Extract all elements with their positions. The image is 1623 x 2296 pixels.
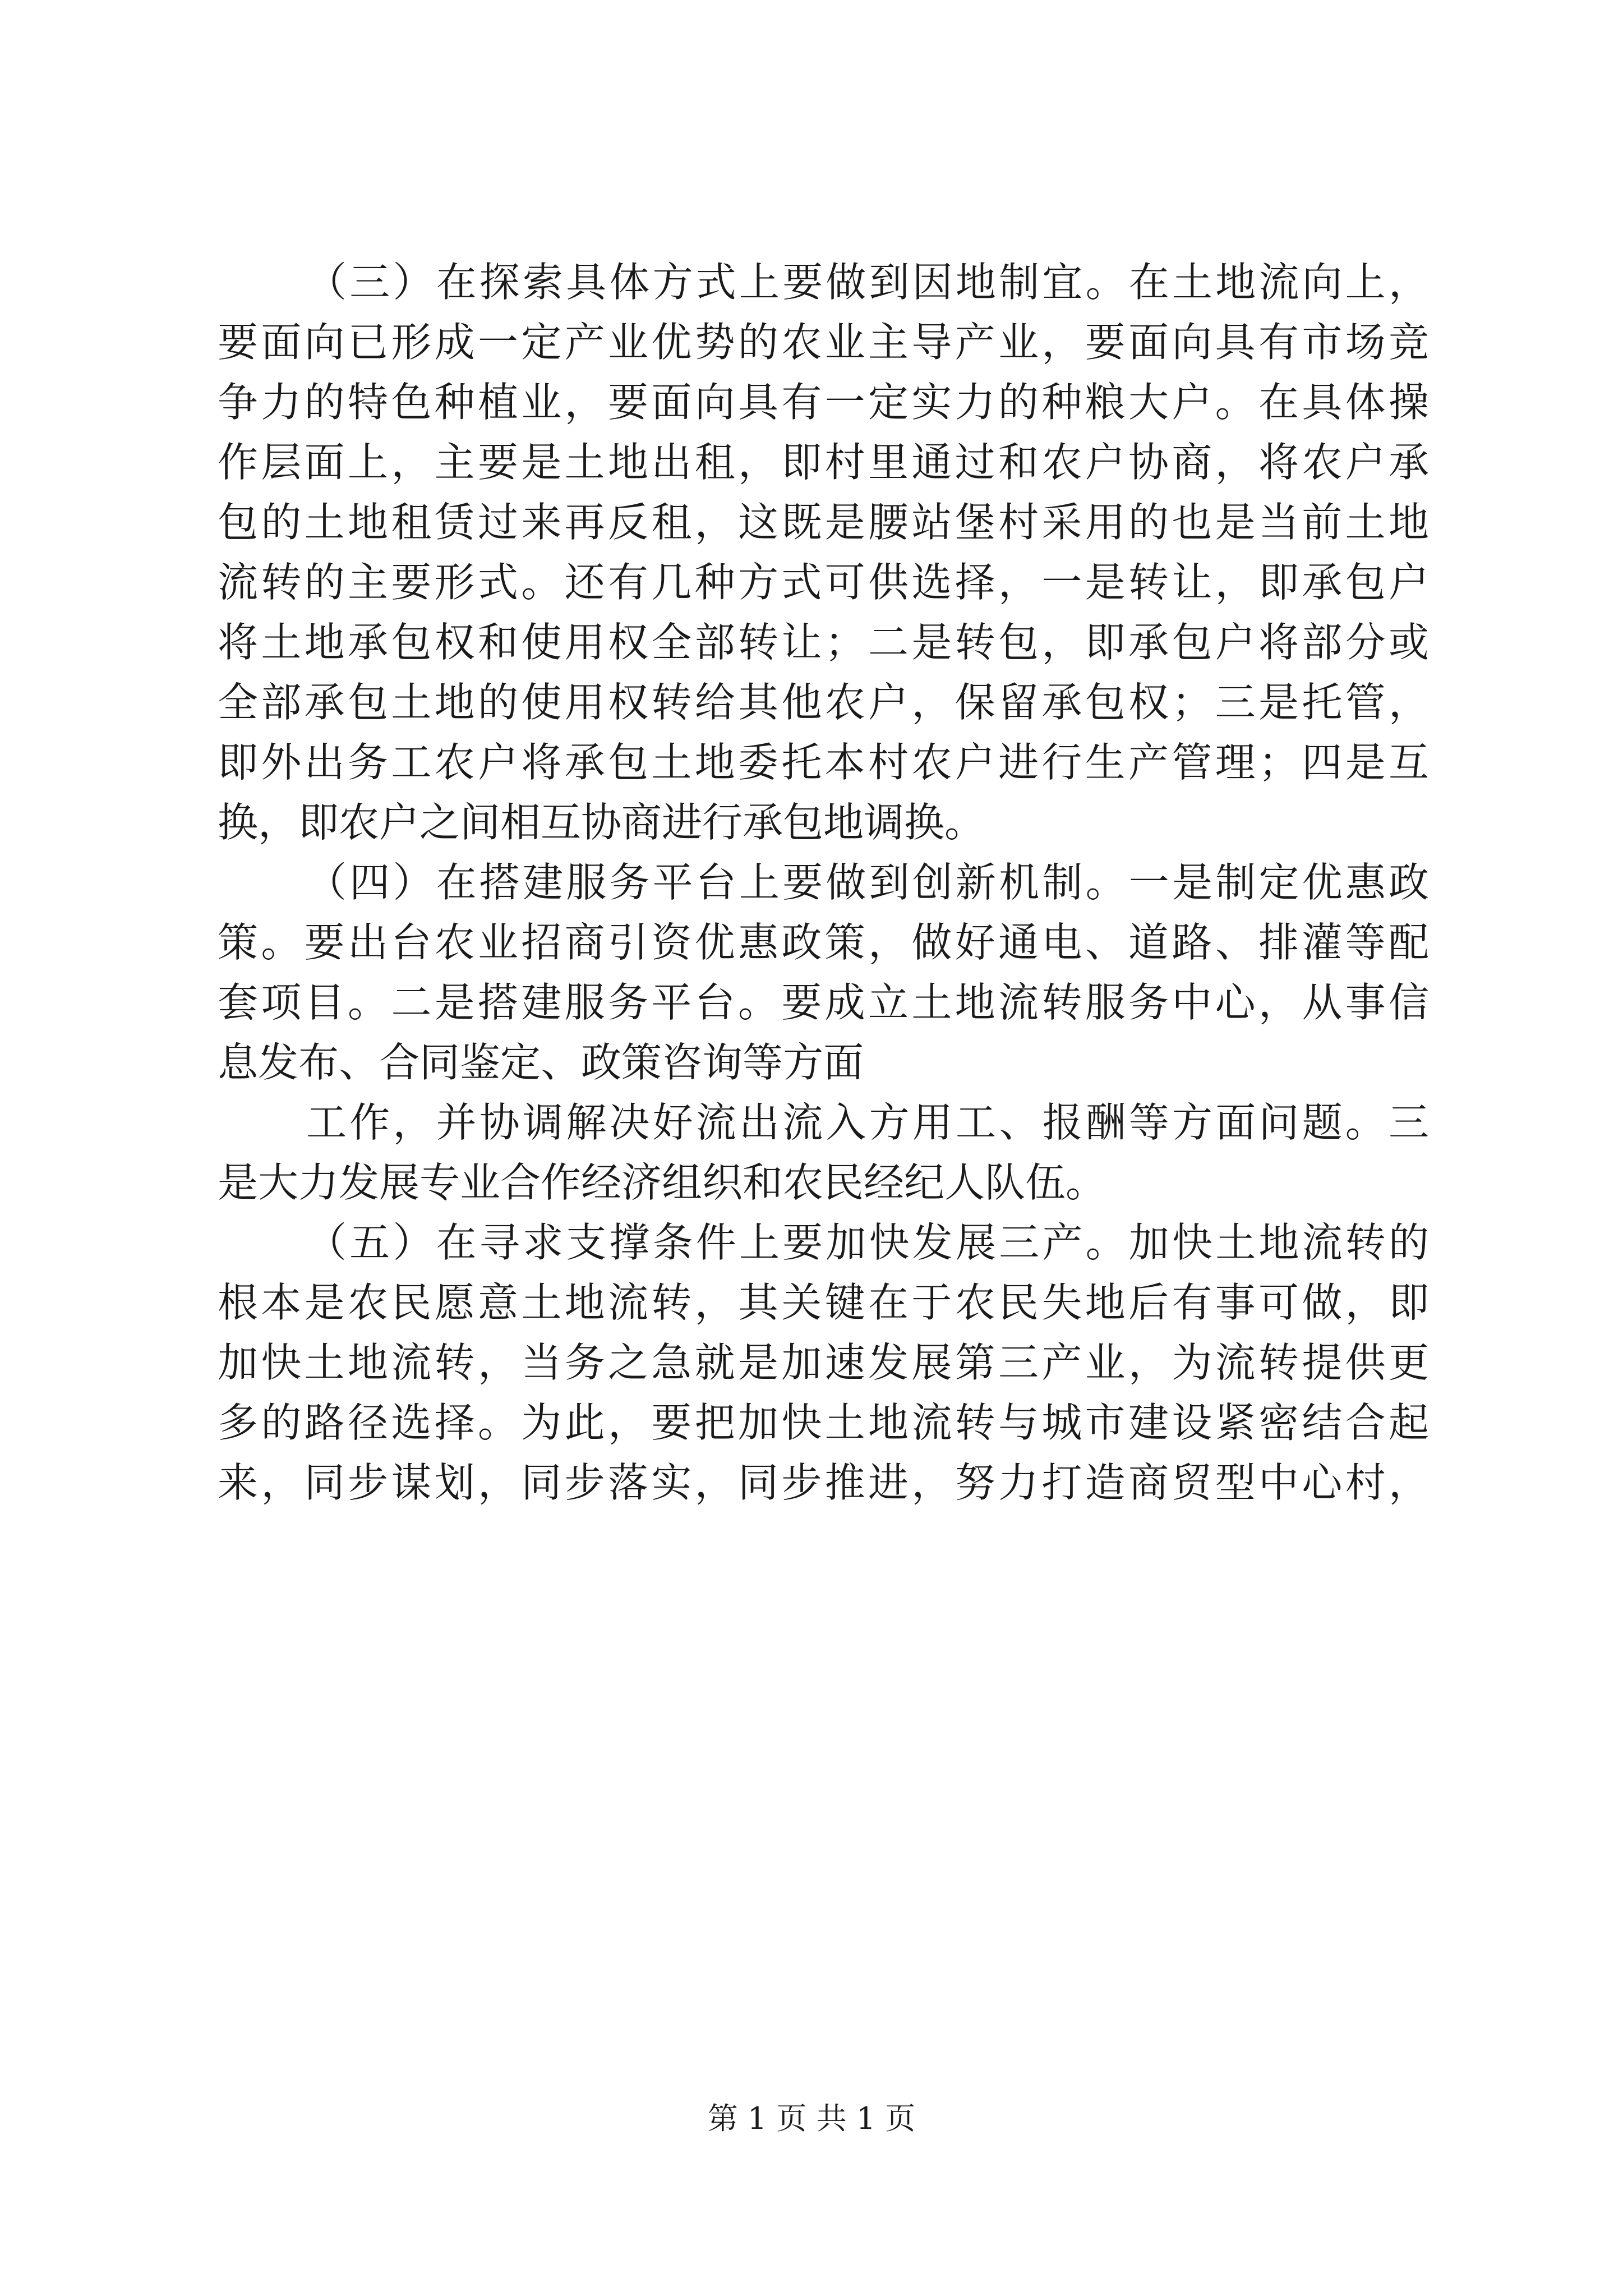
text-line: 工作，并协调解决好流出流入方用工、报酬等方面问题。三 <box>306 1099 1429 1146</box>
text-line: （四）在搭建服务平台上要做到创新机制。一是制定优惠政 <box>306 859 1429 906</box>
text-line: 将土地承包权和使用权全部转让；二是转包，即承包户将部分或 <box>218 619 1429 666</box>
text-line: （三）在探索具体方式上要做到因地制宜。在土地流向上， <box>306 259 1429 306</box>
text-line: 作层面上，主要是土地出租，即村里通过和农户协商，将农户承 <box>218 439 1429 486</box>
text-line: 来，同步谋划，同步落实，同步推进，努力打造商贸型中心村， <box>218 1459 1429 1506</box>
text-line: 要面向已形成一定产业优势的农业主导产业，要面向具有市场竞 <box>218 319 1429 366</box>
paragraph-3 <box>218 252 1429 853</box>
text-line: （五）在寻求支撑条件上要加快发展三产。加快土地流转的 <box>306 1219 1429 1266</box>
text-line: 争力的特色种植业，要面向具有一定实力的种粮大户。在具体操 <box>218 379 1429 426</box>
text-line: 策。要出台农业招商引资优惠政策，做好通电、道路、排灌等配 <box>218 919 1429 966</box>
document-body <box>218 252 1429 1513</box>
text-line: 流转的主要形式。还有几种方式可供选择，一是转让，即承包户 <box>218 559 1429 606</box>
text-line: 多的路径选择。为此，要把加快土地流转与城市建设紧密结合起 <box>218 1399 1429 1446</box>
text-line: 息发布、合同鉴定、政策咨询等方面 <box>218 1039 864 1086</box>
page-number-footer: 第 1 页 共 1 页 <box>707 2101 916 2136</box>
paragraph-4 <box>218 853 1429 1093</box>
text-line: 是大力发展专业合作经济组织和农民经纪人队伍。 <box>218 1159 1106 1206</box>
paragraph-5 <box>218 1213 1429 1513</box>
text-line: 套项目。二是搭建服务平台。要成立土地流转服务中心，从事信 <box>218 979 1429 1026</box>
text-line: 全部承包土地的使用权转给其他农户，保留承包权；三是托管， <box>218 679 1429 726</box>
text-line: 换，即农户之间相互协商进行承包地调换。 <box>218 799 985 846</box>
text-line: 包的土地租赁过来再反租，这既是腰站堡村采用的也是当前土地 <box>218 499 1429 546</box>
text-line: 即外出务工农户将承包土地委托本村农户进行生产管理；四是互 <box>218 739 1429 786</box>
paragraph-4-continued <box>218 1093 1429 1213</box>
text-line: 根本是农民愿意土地流转，其关键在于农民失地后有事可做，即 <box>218 1279 1429 1326</box>
text-line: 加快土地流转，当务之急就是加速发展第三产业，为流转提供更 <box>218 1339 1429 1386</box>
